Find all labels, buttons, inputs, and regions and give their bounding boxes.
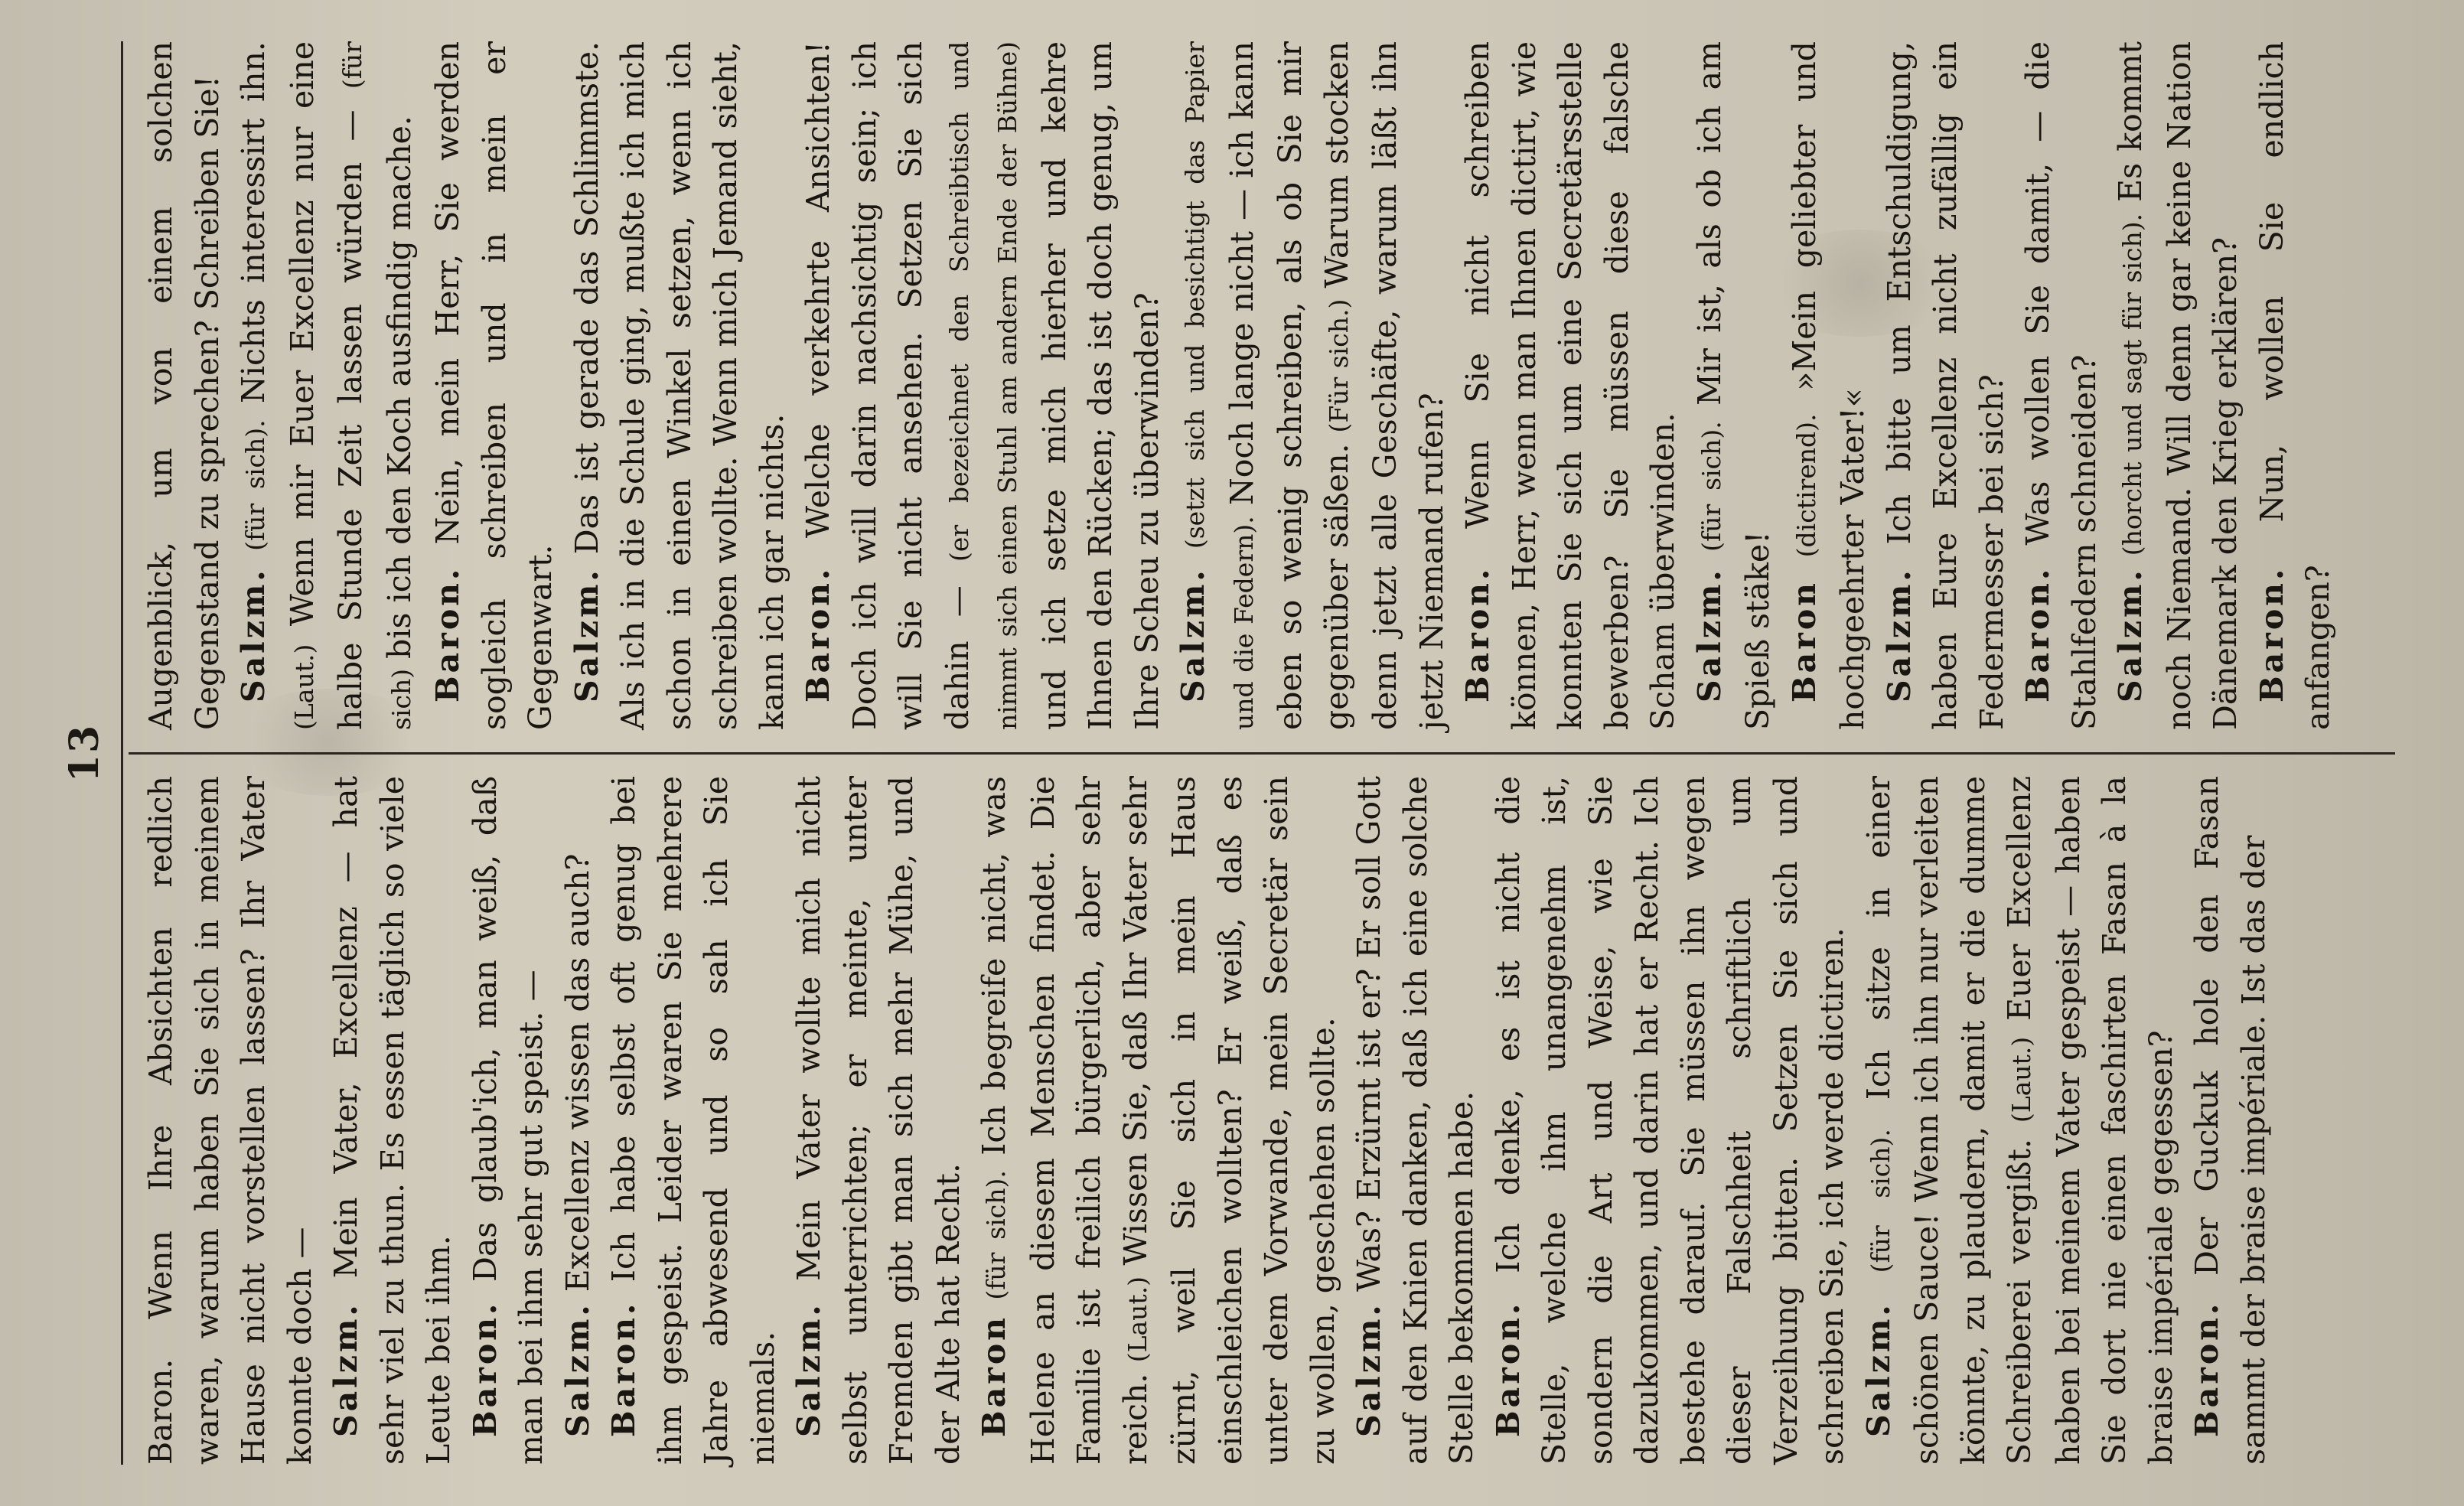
header-rule <box>121 41 123 1465</box>
spoken-text: und ich setze mich hierher und kehre Ihnen den Rücken; das ist doch genug, um Ihre Scheu zu überwinden? <box>1035 41 1165 730</box>
spoken-text: Ich denke, es ist nicht die Stelle, welche ihm unangenehm ist, sondern die Art und Weise, wie Sie dazukommen, und darin hat er Recht. Ich bestehe darauf. Sie müssen ihn wegen dieser Falschheit schriftlich um Verzeihung bitten. Setzen Sie sich und schreiben Sie, ich werde dictiren. <box>1489 776 1850 1465</box>
speaker-name: Salzm. <box>559 1302 596 1437</box>
dialogue-paragraph <box>2107 41 2249 730</box>
text-column-left <box>138 776 2277 1465</box>
spoken-text: Baron. Wenn Ihre Absichten redlich waren, warum haben Sie sich in meinem Hause nicht vorstellen lassen? Ihr Vater konnte doch — <box>142 776 318 1465</box>
spoken-text: Nun, wollen Sie endlich anfangen? <box>2253 41 2336 730</box>
spoken-text: Nein, mein Herr, Sie werden sogleich schreiben und in mein er Gegenwart. <box>429 41 559 730</box>
spoken-text: Nichts interessirt ihn. <box>235 41 272 403</box>
dialogue-paragraph <box>1346 776 1485 1465</box>
dialogue-paragraph <box>138 41 230 730</box>
stage-direction: (dictirend). <box>1791 413 1821 558</box>
speaker-name: Salzm. <box>2112 567 2149 702</box>
spoken-text: Noch lange nicht — ich kann eben so wenig schreiben, als ob Sie mir gegenüber säßen. <box>1223 41 1355 730</box>
dialogue-paragraph <box>555 776 601 1465</box>
rotated-text-frame <box>38 26 2426 1480</box>
dialogue-paragraph <box>138 776 323 1465</box>
spoken-text: Warum stocken denn jetzt alle Geschäfte, warum läßt ihn jetzt Niemand rufen? <box>1318 41 1450 730</box>
dialogue-paragraph <box>2184 776 2277 1465</box>
dialogue-paragraph <box>786 776 971 1465</box>
dialogue-paragraph <box>323 776 462 1465</box>
dialogue-paragraph <box>2249 41 2342 730</box>
speaker-name: Baron. <box>1459 566 1496 702</box>
spoken-text: Mein Vater wollte mich nicht selbst unterrichten; er meinte, unter Fremden gibt man sich mehr Mühe, und der Alte hat Recht. <box>790 776 966 1465</box>
column-divider <box>129 752 2395 755</box>
page-number: 13 <box>61 723 108 783</box>
speaker-name: Salzm. <box>568 567 605 702</box>
stage-direction: (Laut.) <box>2006 1036 2036 1123</box>
dialogue-paragraph <box>1485 776 1856 1465</box>
speaker-name: Baron. <box>2019 566 2056 702</box>
speaker-name: Salzm. <box>790 1302 827 1437</box>
dialogue-paragraph <box>601 776 786 1465</box>
stage-direction: (für sich). <box>240 419 270 551</box>
stage-direction: (horcht und sagt für sich). <box>2117 213 2147 556</box>
text-column-right <box>138 41 2342 730</box>
speaker-name: Salzm. <box>1175 567 1211 702</box>
speaker-name: Baron. <box>466 1300 504 1437</box>
dialogue-paragraph <box>230 41 425 730</box>
dialogue-paragraph <box>564 41 796 730</box>
speaker-name: Baron. <box>1489 1300 1527 1437</box>
stage-direction: (Laut.) <box>1122 1276 1152 1363</box>
speaker-name: Baron <box>976 1315 1012 1437</box>
spoken-text: Wenn mir Euer Excellenz nur eine halbe Stunde Zeit lassen würden — <box>283 41 369 730</box>
stage-direction: (für sich). <box>1696 421 1726 552</box>
dialogue-paragraph <box>2015 41 2107 730</box>
dialogue-paragraph <box>1170 41 1455 730</box>
spoken-text: Augenblick, um von einem solchen Gegenstand zu sprechen? Schreiben Sie! <box>142 41 226 730</box>
spoken-text: Ich habe selbst oft genug bei ihm gespeist. Leider waren Sie mehrere Jahre abwesend und so sah ich Sie niemals. <box>605 776 781 1465</box>
speaker-name: Salzm. <box>1859 1302 1897 1437</box>
stage-direction: (Für sich.) <box>1323 298 1354 433</box>
spoken-text: bis ich den Koch ausfindig mache. <box>380 116 418 659</box>
stage-direction: (für sich). <box>1865 1129 1895 1273</box>
speaker-name: Baron. <box>2189 1300 2225 1437</box>
dialogue-paragraph <box>462 776 555 1465</box>
spoken-text: Das ist gerade das Schlimmste. Als ich in die Schule ging, mußte ich mich schon in einen Winkel setzen, wenn ich schreiben wollte. Wenn mich Jemand sieht, kann ich gar nichts. <box>568 41 790 730</box>
stage-direction: (er bezeichnet den Schreibtisch und nimmt sich einen Stuhl am andern Ende der Bühne) <box>944 41 1022 730</box>
spoken-text: Was? Erzürnt ist er? Er soll Gott auf den Knien danken, daß ich eine solche Stelle bekommen habe. <box>1351 776 1480 1465</box>
spoken-text: Ich bitte um Entschuldigung, haben Eure Excellenz nicht zufällig ein Federmesser bei sich? <box>1880 41 2010 730</box>
spoken-text: Es kommt noch Niemand. Will denn gar keine Nation Dänemark den Krieg erklären? <box>2112 41 2244 730</box>
spoken-text: Welche verkehrte Ansichten! Doch ich will darin nachsichtig sein; ich will Sie nicht ansehen. Setzen Sie sich dahin — <box>800 41 976 730</box>
dialogue-paragraph <box>1455 41 1687 730</box>
spoken-text: Mir ist, als ob ich am Spieß stäke! <box>1690 41 1776 730</box>
spoken-text: Euer Excellenz haben bei meinem Vater gespeist — haben Sie dort nie einen faschirten Fasan à la braise impériale gegessen? <box>2001 776 2179 1465</box>
stage-direction: (für sich) <box>337 41 416 730</box>
speaker-name: Salzm. <box>235 567 272 702</box>
dialogue-paragraph <box>1856 776 2185 1465</box>
spoken-text: »Mein geliebter und hochgeehrter Vater!« <box>1785 41 1871 730</box>
spoken-text: Mein Vater, Excellenz — hat sehr viel zu thun. Es essen täglich so viele Leute bei ihm. <box>328 776 457 1465</box>
speaker-name: Baron. <box>2253 566 2290 702</box>
stage-direction: (setzt sich und besichtigt das Papier und die Federn). <box>1180 41 1259 730</box>
speaker-name: Baron. <box>429 566 466 702</box>
dialogue-paragraph <box>1876 41 2016 730</box>
speaker-name: Salzm. <box>1690 567 1728 702</box>
stage-direction: (für sich). <box>981 1170 1011 1300</box>
speaker-name: Salzm. <box>1880 567 1918 702</box>
dialogue-paragraph <box>425 41 564 730</box>
spoken-text: Der Guckuk hole den Fasan sammt der braise impériale. Ist das der <box>2189 776 2272 1465</box>
spoken-text: Wissen Sie, daß Ihr Vater sehr zürnt, weil Sie sich in mein Haus einschleichen wollten? Er weiß, daß es unter dem Vorwande, mein Secretär sein zu wollen, geschehen sollte. <box>1116 776 1341 1465</box>
dialogue-paragraph <box>1687 41 1781 730</box>
dialogue-paragraph <box>971 776 1346 1465</box>
speaker-name: Baron. <box>800 566 836 702</box>
spoken-text: Excellenz wissen das auch? <box>559 853 596 1292</box>
stage-direction: (Laut.) <box>288 644 319 730</box>
speaker-name: Salzm. <box>328 1302 364 1437</box>
dialogue-paragraph <box>795 41 1170 730</box>
speaker-name: Baron. <box>605 1300 642 1437</box>
spoken-text: Wenn Sie nicht schreiben können, Herr, wenn man Ihnen dictirt, wie konnten Sie sich um eine Secretärsstelle bewerben? Sie müssen diese falsche Scham überwinden. <box>1459 41 1681 730</box>
spoken-text: Ich begreife nicht, was Helene an diesem Menschen findet. Die Familie ist freilich bürgerlich, aber sehr reich. <box>976 776 1154 1465</box>
speaker-name: Baron <box>1785 580 1823 702</box>
spoken-text: Was wollen Sie damit, — die Stahlfedern schneiden? <box>2019 41 2103 730</box>
dialogue-paragraph <box>1781 41 1876 730</box>
speaker-name: Salzm. <box>1351 1302 1387 1437</box>
spoken-text: Ich sitze in einer schönen Sauce! Wenn ich ihn nur verleiten könnte, zu plaudern, damit er die dumme Schreiberei vergißt. <box>1859 776 2038 1465</box>
spoken-text: Das glaub'ich, man weiß, daß man bei ihm sehr gut speist. — <box>466 776 549 1465</box>
